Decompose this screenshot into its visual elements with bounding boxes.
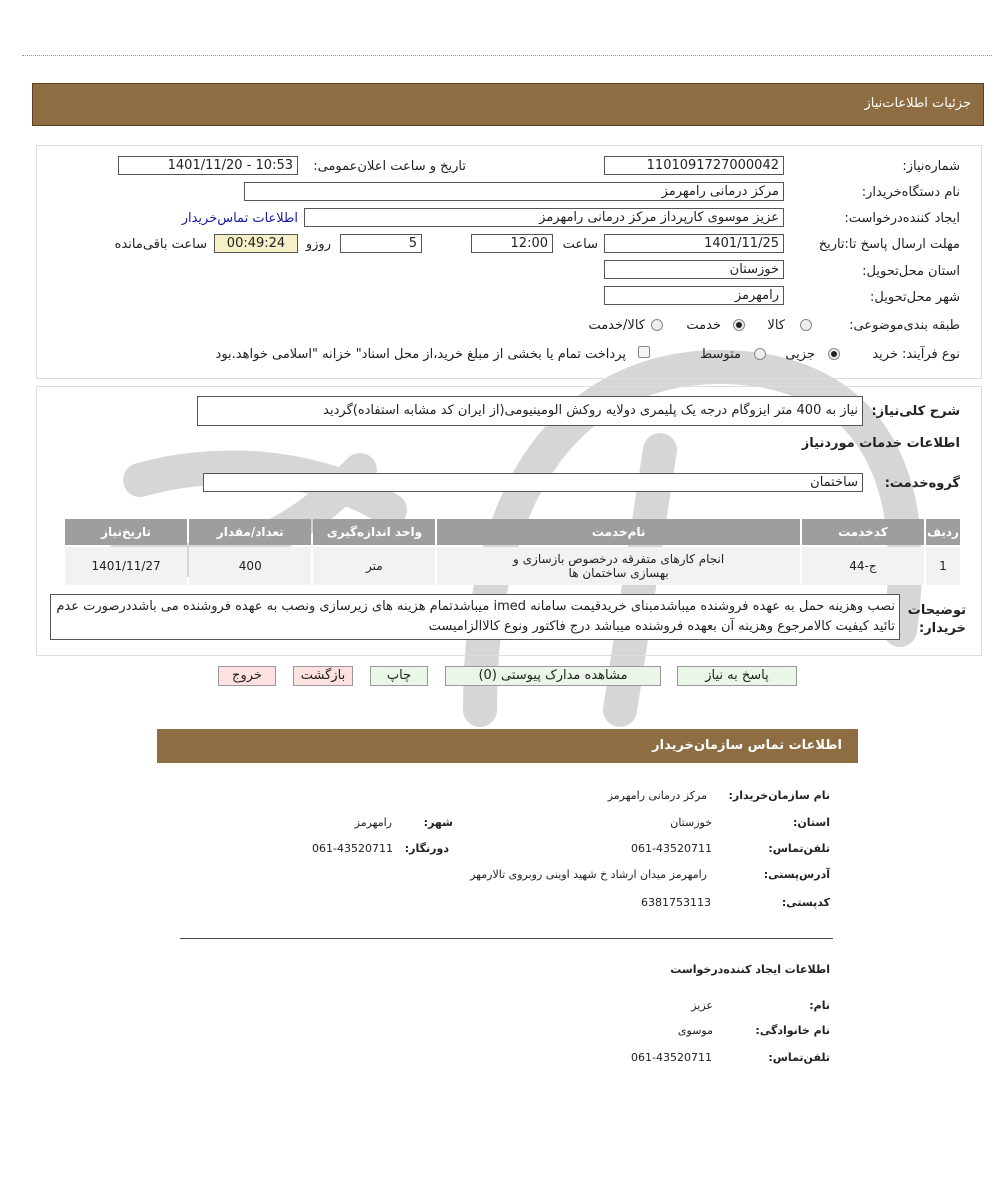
header-title: جزئیات اطلاعات‌نیاز bbox=[864, 96, 971, 111]
contact-divider bbox=[180, 938, 833, 939]
creator-phone-value: 061-43520711 bbox=[631, 1051, 712, 1064]
contact-org-value: مرکز درمانی رامهرمز bbox=[607, 789, 707, 802]
category-radio-goods[interactable] bbox=[800, 319, 812, 331]
province-field: خوزستان bbox=[604, 260, 784, 279]
cell-need-date: 1401/11/27 bbox=[65, 547, 187, 585]
deadline-date-field: 1401/11/25 bbox=[604, 234, 784, 253]
service-group-label: گروه‌خدمت: bbox=[884, 476, 960, 491]
city-label: شهر محل‌تحویل: bbox=[870, 290, 960, 305]
buyer-org-field: مرکز درمانی رامهرمز bbox=[244, 182, 784, 201]
cell-row-number: 1 bbox=[926, 547, 960, 585]
category-option-goods: کالا bbox=[767, 318, 785, 333]
description-field: نیاز به 400 متر ایزوگام درجه یک پلیمری دولایه روکش الومینیومی(از ایران کد مشابه استفاده)گردید bbox=[197, 396, 863, 426]
category-radio-service[interactable] bbox=[733, 319, 745, 331]
print-button[interactable]: چاپ bbox=[370, 666, 428, 686]
payment-text: پرداخت تمام یا بخشی از مبلغ خرید،از محل اسناد" خزانه "اسلامی خواهد.بود bbox=[215, 347, 626, 362]
process-option-medium: متوسط bbox=[700, 347, 741, 362]
creator-field: عزیز موسوی کارپرداز مرکز درمانی رامهرمز bbox=[304, 208, 784, 227]
services-table bbox=[63, 517, 962, 587]
contact-fax-label: دورنگار: bbox=[404, 842, 449, 855]
contact-address-label: آدرس‌پستی: bbox=[763, 868, 830, 881]
days-label: روزو bbox=[305, 237, 331, 252]
creator-phone-label: تلفن‌تماس: bbox=[768, 1051, 830, 1064]
buyer-contact-link[interactable]: اطلاعات تماس‌خریدار bbox=[181, 211, 298, 226]
col-header-quantity: تعداد/مقدار bbox=[189, 519, 311, 545]
page-header-bar bbox=[32, 83, 984, 126]
col-header-name: نام‌خدمت bbox=[437, 519, 799, 545]
reply-button[interactable]: پاسخ به نیاز bbox=[677, 666, 797, 686]
contact-org-label: نام سازمان‌خریدار: bbox=[728, 789, 830, 802]
contact-header-bar bbox=[157, 729, 858, 763]
description-label: شرح کلی‌نیاز: bbox=[871, 404, 960, 419]
contact-title: اطلاعات تماس سازمان‌خریدار bbox=[652, 738, 842, 753]
buyer-notes-label: توضیحات خریدار: bbox=[907, 603, 966, 636]
creator-section-title: اطلاعات ایجاد کننده‌درخواست bbox=[670, 963, 830, 976]
top-divider bbox=[22, 55, 992, 56]
process-radio-small[interactable] bbox=[828, 348, 840, 360]
services-heading: اطلاعات خدمات موردنیاز bbox=[801, 436, 960, 451]
announce-field: 1401/11/20 - 10:53 bbox=[118, 156, 298, 175]
remaining-time-field: 00:49:24 bbox=[214, 234, 298, 253]
cell-service-name: انجام کارهای متفرقه درخصوص بازسازی و بهسازی ساختمان ها bbox=[437, 547, 799, 585]
deadline-time-field: 12:00 bbox=[471, 234, 553, 253]
buyer-notes-field: نصب وهزینه حمل به عهده فروشنده میباشدمبنای خریدقیمت سامانه imed میباشدتمام هزینه های زیرسازی ونصب به عهده فروشنده می باشددرصورت عدم تائید کیفیت کالامرجوع وهزینه آن بعهده فروشنده میباشد درج فاکتور ونوع کالاالزامیست bbox=[50, 594, 900, 640]
category-radio-both[interactable] bbox=[651, 319, 663, 331]
back-button[interactable]: بازگشت bbox=[293, 666, 353, 686]
view-documents-button[interactable]: مشاهده مدارک پیوستی (0) bbox=[445, 666, 661, 686]
table-row bbox=[65, 547, 960, 585]
creator-label: ایجاد کننده‌درخواست: bbox=[844, 211, 960, 226]
process-radio-medium[interactable] bbox=[754, 348, 766, 360]
cell-quantity: 400 bbox=[189, 547, 311, 585]
need-number-label: شماره‌نیاز: bbox=[902, 159, 960, 174]
contact-postal-value: 6381753113 bbox=[641, 896, 711, 909]
creator-name-value: عزیز bbox=[691, 999, 713, 1012]
category-option-both: کالا/خدمت bbox=[588, 318, 645, 333]
deadline-label: مهلت ارسال پاسخ تا:تاریخ bbox=[818, 237, 960, 252]
cell-unit: متر bbox=[313, 547, 435, 585]
contact-phone-label: تلفن‌تماس: bbox=[768, 842, 830, 855]
process-label: نوع فرآیند: bbox=[902, 347, 960, 362]
col-header-date: تاریخ‌نیاز bbox=[65, 519, 187, 545]
col-header-unit: واحد اندازه‌گیری bbox=[313, 519, 435, 545]
need-info-panel bbox=[36, 145, 982, 379]
contact-city-label: شهر: bbox=[423, 816, 453, 829]
exit-button[interactable]: خروج bbox=[218, 666, 276, 686]
category-label: طبقه بندی‌موضوعی: bbox=[849, 318, 960, 333]
cell-service-code: ج-44 bbox=[802, 547, 924, 585]
days-field: 5 bbox=[340, 234, 422, 253]
remaining-label: ساعت باقی‌مانده bbox=[114, 237, 207, 252]
payment-checkbox[interactable] bbox=[638, 346, 650, 358]
province-label: استان محل‌تحویل: bbox=[862, 264, 960, 279]
creator-family-label: نام خانوادگی: bbox=[755, 1024, 830, 1037]
contact-city-value: رامهرمز bbox=[354, 816, 392, 829]
col-header-code: کدخدمت bbox=[802, 519, 924, 545]
category-option-service: خدمت bbox=[686, 318, 721, 333]
need-number-field: 1101091727000042 bbox=[604, 156, 784, 175]
deadline-time-label: ساعت bbox=[562, 237, 598, 252]
contact-phone-value: 061-43520711 bbox=[631, 842, 712, 855]
contact-fax-value: 061-43520711 bbox=[312, 842, 393, 855]
buyer-org-label: نام دستگاه‌خریدار: bbox=[861, 185, 960, 200]
service-group-field: ساختمان bbox=[203, 473, 863, 492]
contact-address-value: رامهرمز میدان ارشاد خ شهید اوینی روبروی تالارمهر bbox=[470, 868, 707, 881]
creator-family-value: موسوی bbox=[677, 1024, 713, 1037]
contact-province-label: استان: bbox=[793, 816, 830, 829]
process-option-small: جزیی bbox=[785, 347, 815, 362]
city-field: رامهرمز bbox=[604, 286, 784, 305]
contact-province-value: خوزستان bbox=[670, 816, 712, 829]
table-header-row bbox=[65, 519, 960, 545]
process-prefix: خرید bbox=[872, 347, 898, 362]
creator-name-label: نام: bbox=[809, 999, 830, 1012]
col-header-row: ردیف bbox=[926, 519, 960, 545]
contact-postal-label: کدپستی: bbox=[781, 896, 830, 909]
announce-label: تاریخ و ساعت اعلان‌عمومی: bbox=[313, 159, 466, 174]
